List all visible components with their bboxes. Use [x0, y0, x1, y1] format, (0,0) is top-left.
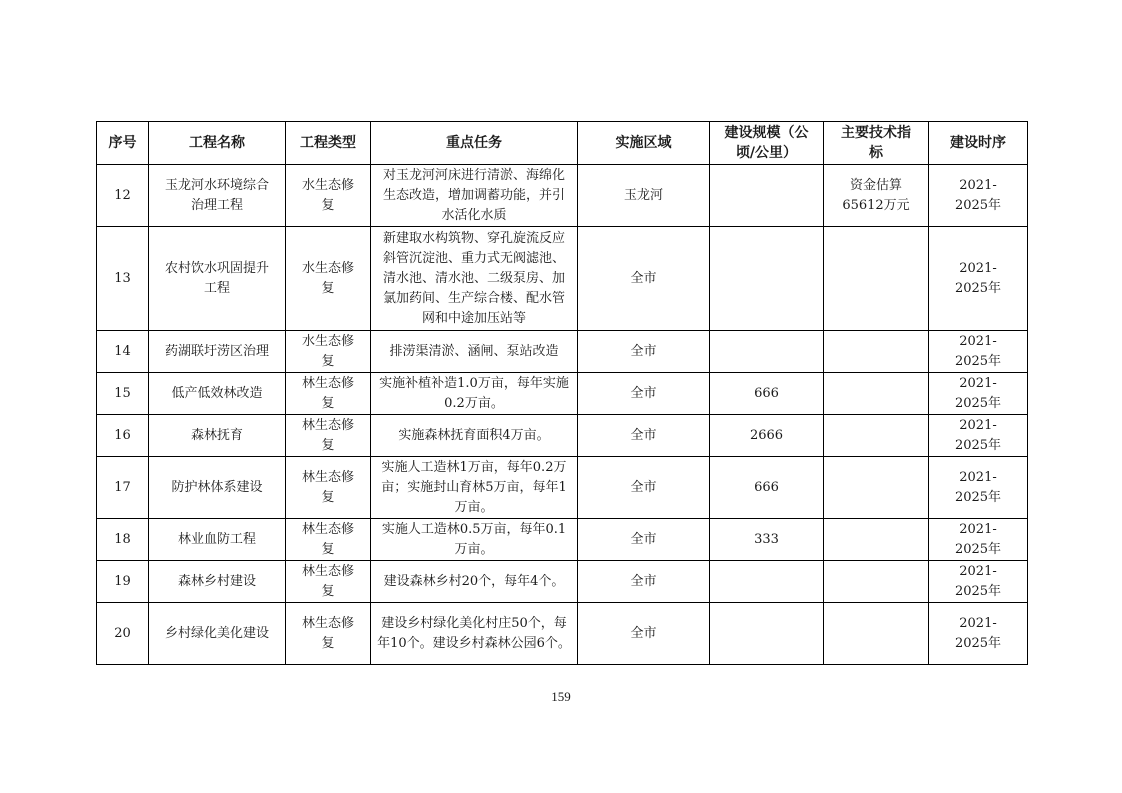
table-cell: 2021-2025年 — [929, 331, 1028, 373]
table-cell — [710, 165, 824, 227]
page-number: 159 — [551, 689, 571, 704]
table-cell: 全市 — [578, 331, 710, 373]
header-cell: 主要技术指标 — [824, 122, 929, 165]
header-row — [97, 122, 1028, 165]
table-cell: 19 — [97, 561, 149, 603]
table-cell: 森林抚育 — [149, 415, 286, 457]
table-cell — [710, 561, 824, 603]
table-cell: 2021-2025年 — [929, 457, 1028, 519]
table-cell — [710, 331, 824, 373]
table-cell: 药湖联圩涝区治理 — [149, 331, 286, 373]
table-cell: 水生态修复 — [286, 227, 371, 331]
table-cell — [824, 415, 929, 457]
table-cell: 实施人工造林1万亩，每年0.2万亩；实施封山育林5万亩，每年1万亩。 — [371, 457, 578, 519]
table-cell: 18 — [97, 519, 149, 561]
table-cell: 14 — [97, 331, 149, 373]
table-cell: 玉龙河水环境综合治理工程 — [149, 165, 286, 227]
table-cell: 低产低效林改造 — [149, 373, 286, 415]
table-row — [97, 165, 1028, 227]
header-cell: 工程名称 — [149, 122, 286, 165]
header-cell: 实施区域 — [578, 122, 710, 165]
table-cell: 排涝渠清淤、涵闸、泵站改造 — [371, 331, 578, 373]
table-cell: 建设乡村绿化美化村庄50个，每年10个。建设乡村森林公园6个。 — [371, 603, 578, 665]
table-cell: 乡村绿化美化建设 — [149, 603, 286, 665]
table-cell: 林生态修复 — [286, 519, 371, 561]
table-row — [97, 415, 1028, 457]
table-cell: 20 — [97, 603, 149, 665]
table-row — [97, 227, 1028, 331]
table-cell: 农村饮水巩固提升工程 — [149, 227, 286, 331]
table-cell: 666 — [710, 373, 824, 415]
table-cell: 水生态修复 — [286, 331, 371, 373]
table-cell: 2021-2025年 — [929, 603, 1028, 665]
table-cell: 17 — [97, 457, 149, 519]
table-cell: 16 — [97, 415, 149, 457]
table-cell — [824, 457, 929, 519]
table-cell: 实施森林抚育面积4万亩。 — [371, 415, 578, 457]
table-cell — [824, 519, 929, 561]
table-cell: 林生态修复 — [286, 415, 371, 457]
table-cell: 全市 — [578, 561, 710, 603]
table-cell: 全市 — [578, 373, 710, 415]
table-cell: 13 — [97, 227, 149, 331]
table-cell — [824, 331, 929, 373]
header-cell: 重点任务 — [371, 122, 578, 165]
header-cell: 建设规模（公顷/公里） — [710, 122, 824, 165]
table-cell: 资金估算65612万元 — [824, 165, 929, 227]
table-cell: 水生态修复 — [286, 165, 371, 227]
table-cell: 新建取水构筑物、穿孔旋流反应斜管沉淀池、重力式无阀滤池、清水池、清水池、二级泵房、加氯加药间、生产综合楼、配水管网和中途加压站等 — [371, 227, 578, 331]
table-row — [97, 457, 1028, 519]
table-row — [97, 561, 1028, 603]
table-cell: 15 — [97, 373, 149, 415]
table-row — [97, 519, 1028, 561]
table-cell: 2021-2025年 — [929, 373, 1028, 415]
table-cell — [824, 561, 929, 603]
table-cell — [824, 373, 929, 415]
table-cell: 12 — [97, 165, 149, 227]
table-cell: 全市 — [578, 415, 710, 457]
table-cell: 2021-2025年 — [929, 519, 1028, 561]
table-cell: 林业血防工程 — [149, 519, 286, 561]
table-cell: 林生态修复 — [286, 561, 371, 603]
table-cell: 全市 — [578, 603, 710, 665]
table-cell: 2021-2025年 — [929, 415, 1028, 457]
table-cell: 2021-2025年 — [929, 227, 1028, 331]
table-cell: 全市 — [578, 227, 710, 331]
table-cell: 2021-2025年 — [929, 165, 1028, 227]
table-cell: 实施补植补造1.0万亩，每年实施0.2万亩。 — [371, 373, 578, 415]
table-cell: 全市 — [578, 519, 710, 561]
header-cell: 序号 — [97, 122, 149, 165]
table-cell: 玉龙河 — [578, 165, 710, 227]
table-row — [97, 603, 1028, 665]
table-cell: 防护林体系建设 — [149, 457, 286, 519]
table-cell: 333 — [710, 519, 824, 561]
table-cell: 666 — [710, 457, 824, 519]
table-cell: 林生态修复 — [286, 373, 371, 415]
table-cell — [824, 603, 929, 665]
table-cell — [824, 227, 929, 331]
table-row — [97, 373, 1028, 415]
table-cell — [710, 603, 824, 665]
table-cell: 2021-2025年 — [929, 561, 1028, 603]
table-cell: 建设森林乡村20个，每年4个。 — [371, 561, 578, 603]
project-table — [96, 121, 1028, 665]
table-row — [97, 331, 1028, 373]
table-cell: 2666 — [710, 415, 824, 457]
table-cell: 实施人工造林0.5万亩，每年0.1万亩。 — [371, 519, 578, 561]
table-body — [97, 165, 1028, 665]
header-cell: 工程类型 — [286, 122, 371, 165]
table-cell: 林生态修复 — [286, 603, 371, 665]
table-cell: 森林乡村建设 — [149, 561, 286, 603]
table-cell: 林生态修复 — [286, 457, 371, 519]
header-cell: 建设时序 — [929, 122, 1028, 165]
table-cell: 对玉龙河河床进行清淤、海绵化生态改造，增加调蓄功能，并引水活化水质 — [371, 165, 578, 227]
table-cell — [710, 227, 824, 331]
table-cell: 全市 — [578, 457, 710, 519]
